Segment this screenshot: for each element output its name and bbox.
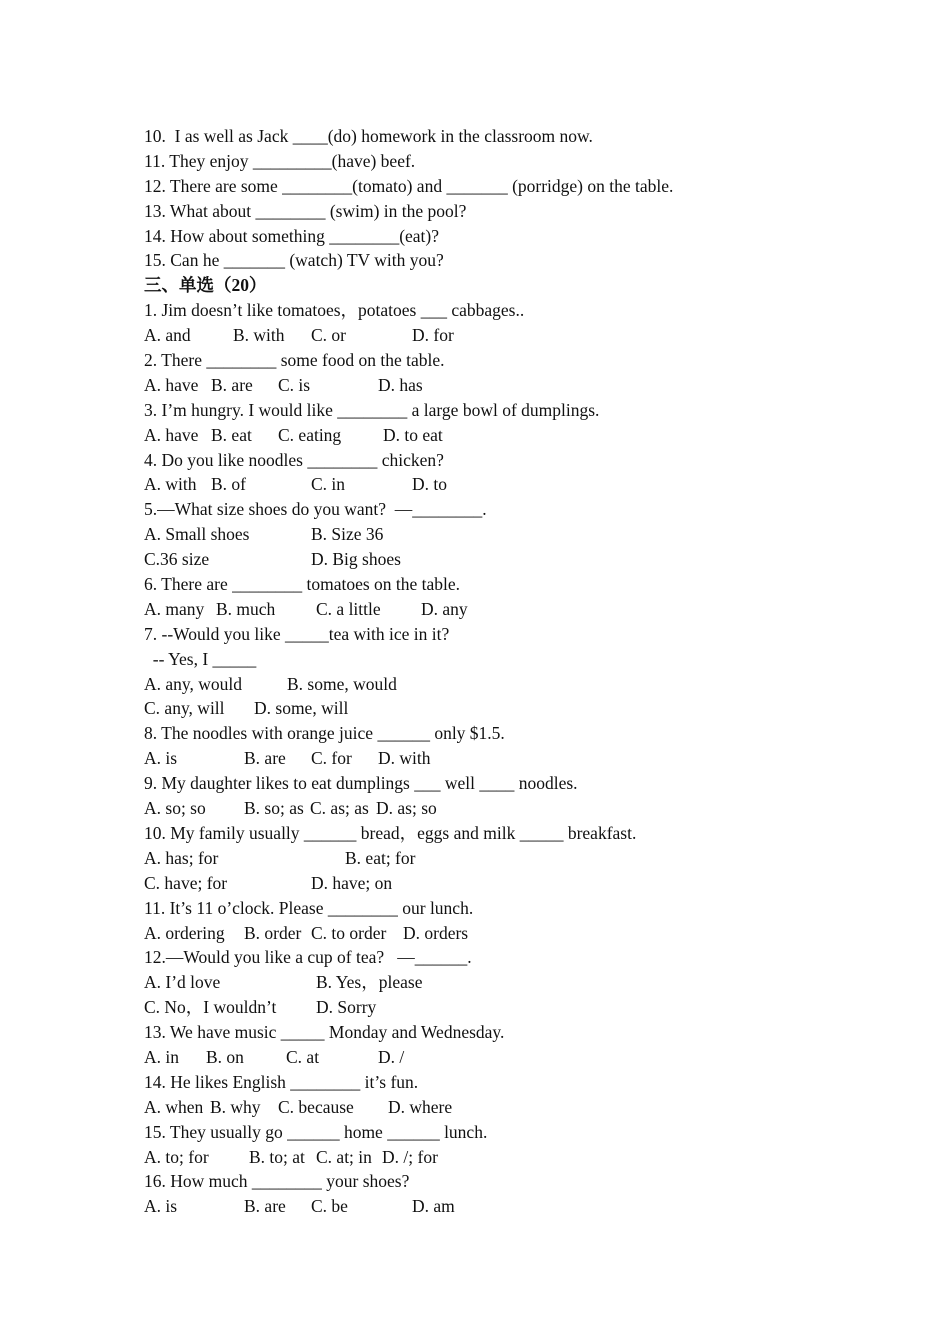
option-a: A. so; so bbox=[144, 798, 206, 819]
question-stem: 16. How much ________ your shoes? bbox=[144, 1171, 410, 1192]
option-c: C. No，I wouldn’t bbox=[144, 997, 277, 1018]
option-c: C. in bbox=[311, 474, 346, 495]
option-a: A. I’d love bbox=[144, 972, 221, 993]
option-c: C. to order bbox=[311, 922, 387, 943]
question-stem: 2. There ________ some food on the table. bbox=[144, 350, 445, 371]
option-a: A. Small shoes bbox=[144, 524, 250, 545]
option-row bbox=[144, 995, 864, 1020]
option-row bbox=[144, 746, 864, 771]
fill-in-item: 10. I as well as Jack ____(do) homework in the classroom now. bbox=[144, 126, 593, 146]
option-row bbox=[144, 597, 864, 622]
question-stem: 11. It’s 11 o’clock. Please ________ our lunch. bbox=[144, 897, 474, 918]
question-stem: 4. Do you like noodles ________ chicken? bbox=[144, 449, 444, 470]
option-a: A. many bbox=[144, 598, 205, 619]
option-d: D. have; on bbox=[311, 872, 393, 893]
option-row bbox=[144, 373, 864, 398]
option-c: C. have; for bbox=[144, 872, 228, 893]
option-b: B. are bbox=[244, 1196, 286, 1217]
option-b: B. order bbox=[244, 922, 302, 943]
question-stem: 3. I’m hungry. I would like ________ a large bowl of dumplings. bbox=[144, 399, 600, 420]
option-row bbox=[144, 522, 864, 547]
option-c: C. any, will bbox=[144, 698, 225, 719]
option-row bbox=[144, 1045, 864, 1070]
option-row bbox=[144, 472, 864, 497]
question-stem: 12.—Would you like a cup of tea? —______. bbox=[144, 947, 472, 968]
option-c: C.36 size bbox=[144, 549, 210, 570]
question-stem: 9. My daughter likes to eat dumplings ___ well ____ noodles. bbox=[144, 773, 578, 794]
question-reply: -- Yes, I _____ bbox=[144, 648, 257, 669]
question-stem: 8. The noodles with orange juice ______ only $1.5. bbox=[144, 723, 505, 744]
option-c: C. as; as bbox=[310, 798, 369, 819]
option-d: D. Big shoes bbox=[311, 549, 401, 570]
option-c: C. a little bbox=[316, 598, 381, 619]
question-stem: 6. There are ________ tomatoes on the table. bbox=[144, 574, 461, 595]
option-b: B. much bbox=[216, 598, 276, 619]
question-stem: 15. They usually go ______ home ______ lunch. bbox=[144, 1121, 488, 1142]
option-c: C. is bbox=[278, 374, 311, 395]
option-row bbox=[144, 1095, 864, 1120]
option-a: A. in bbox=[144, 1046, 179, 1067]
option-d: D. /; for bbox=[382, 1146, 438, 1167]
option-c: C. eating bbox=[278, 424, 342, 445]
option-a: A. when bbox=[144, 1096, 204, 1117]
question-stem: 14. He likes English ________ it’s fun. bbox=[144, 1071, 419, 1092]
option-d: D. has bbox=[378, 374, 423, 395]
option-row bbox=[144, 696, 864, 721]
option-d: D. orders bbox=[403, 922, 469, 943]
option-row bbox=[144, 547, 864, 572]
option-row bbox=[144, 921, 864, 946]
option-d: D. Sorry bbox=[316, 997, 377, 1018]
option-row bbox=[144, 423, 864, 448]
option-d: D. where bbox=[388, 1096, 453, 1117]
option-a: A. and bbox=[144, 325, 191, 346]
option-row bbox=[144, 672, 864, 697]
option-c: C. for bbox=[311, 748, 352, 769]
option-c: C. or bbox=[311, 325, 346, 346]
option-b: B. with bbox=[233, 325, 285, 346]
option-a: A. have bbox=[144, 424, 199, 445]
question-stem: 13. We have music _____ Monday and Wednesday. bbox=[144, 1022, 505, 1043]
option-d: D. as; so bbox=[376, 798, 437, 819]
option-a: A. with bbox=[144, 474, 197, 495]
question-stem: 1. Jim doesn’t like tomatoes，potatoes ___ cabbages.. bbox=[144, 300, 525, 321]
option-row bbox=[144, 846, 864, 871]
option-b: B. of bbox=[211, 474, 246, 495]
option-b: B. Size 36 bbox=[311, 524, 384, 545]
option-c: C. at; in bbox=[316, 1146, 372, 1167]
option-a: A. is bbox=[144, 1196, 178, 1217]
option-b: B. why bbox=[210, 1096, 261, 1117]
option-a: A. ordering bbox=[144, 922, 225, 943]
fill-in-item: 14. How about something ________(eat)? bbox=[144, 225, 440, 246]
option-row bbox=[144, 1194, 864, 1219]
fill-in-item: 13. What about ________ (swim) in the pool? bbox=[144, 200, 467, 221]
option-row bbox=[144, 871, 864, 896]
option-d: D. to eat bbox=[383, 424, 443, 445]
option-b: B. so; as bbox=[244, 798, 304, 819]
question-stem: 10. My family usually ______ bread，eggs and milk _____ breakfast. bbox=[144, 822, 637, 843]
option-d: D. with bbox=[378, 748, 431, 769]
option-row bbox=[144, 323, 864, 348]
option-row bbox=[144, 796, 864, 821]
option-a: A. have bbox=[144, 374, 199, 395]
fill-in-item: 15. Can he _______ (watch) TV with you? bbox=[144, 250, 444, 271]
option-b: B. eat; for bbox=[345, 847, 416, 868]
option-row bbox=[144, 970, 864, 995]
option-a: A. to; for bbox=[144, 1146, 209, 1167]
option-a: A. any, would bbox=[144, 673, 243, 694]
question-stem: 7. --Would you like _____tea with ice in it? bbox=[144, 623, 450, 644]
option-b: B. are bbox=[211, 374, 253, 395]
option-b: B. to; at bbox=[249, 1146, 305, 1167]
option-d: D. am bbox=[412, 1196, 455, 1217]
option-b: B. are bbox=[244, 748, 286, 769]
option-d: D. / bbox=[378, 1046, 405, 1067]
option-b: B. on bbox=[206, 1046, 244, 1067]
fill-in-item: 11. They enjoy _________(have) beef. bbox=[144, 150, 416, 171]
option-d: D. to bbox=[412, 474, 447, 495]
option-a: A. is bbox=[144, 748, 178, 769]
option-d: D. for bbox=[412, 325, 454, 346]
question-stem: 5.—What size shoes do you want? —________. bbox=[144, 499, 487, 520]
option-b: B. eat bbox=[211, 424, 252, 445]
option-a: A. has; for bbox=[144, 847, 219, 868]
option-c: C. because bbox=[278, 1096, 354, 1117]
option-b: B. some, would bbox=[287, 673, 397, 694]
option-c: C. at bbox=[286, 1046, 320, 1067]
option-d: D. some, will bbox=[254, 698, 349, 719]
option-row bbox=[144, 1145, 864, 1170]
option-d: D. any bbox=[421, 598, 468, 619]
option-b: B. Yes，please bbox=[316, 972, 423, 993]
option-c: C. be bbox=[311, 1196, 348, 1217]
worksheet-page bbox=[144, 124, 864, 1219]
section-heading: 三、单选（20） bbox=[144, 275, 267, 296]
fill-in-item: 12. There are some ________(tomato) and _______ (porridge) on the table. bbox=[144, 175, 674, 196]
